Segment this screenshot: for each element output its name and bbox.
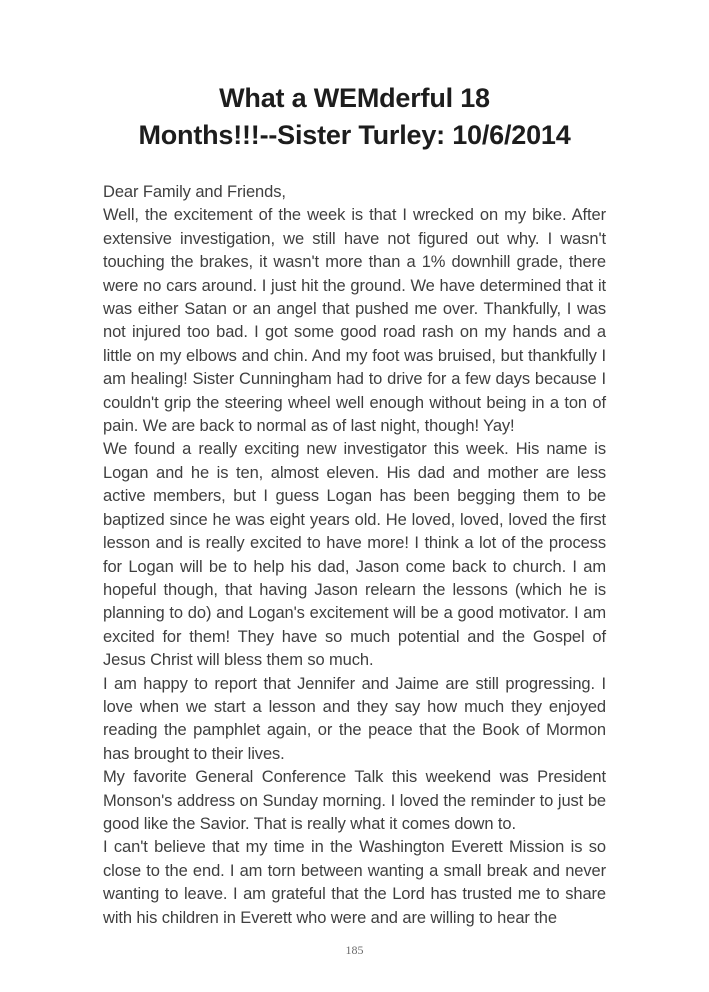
page-title	[0, 0, 709, 154]
paragraph: I am happy to report that Jennifer and Jaime are still progressing. I love when we start a lesson and they say how much they enjoyed reading the pamphlet again, or the peace that the Book of Mormon has brought to their lives.	[103, 674, 606, 763]
page-number: 185	[345, 943, 364, 957]
paragraph: My favorite General Conference Talk this weekend was President Monson's address on Sunday morning. I loved the reminder to just be good like the Savior. That is really what it comes down to.	[103, 768, 606, 833]
letter-body	[103, 181, 606, 930]
paragraph: Well, the excitement of the week is that I wrecked on my bike. After extensive investigation, we still have not figured out why. I wasn't touching the brakes, it wasn't more than a 1% downhill grade, there were no cars around. I just hit the ground. We have determined that it was either Satan or an angel that pushed me over. Thankfully, I was not injured too bad. I got some good road rash on my hands and a little on my elbows and chin. And my foot was bruised, but thankfully I am healing! Sister Cunningham had to drive for a few days because I couldn't grip the steering wheel well enough without being in a ton of pain. We are back to normal as of last night, though! Yay!	[103, 206, 606, 436]
paragraph: Dear Family and Friends,	[103, 183, 286, 201]
paragraph: I can't believe that my time in the Washington Everett Mission is so close to the end. I am torn between wanting a small break and never wanting to leave. I am grateful that the Lord has trusted me to share with his children in Everett who were and are willing to hear the	[103, 838, 606, 927]
paragraph: We found a really exciting new investigator this week. His name is Logan and he is ten, almost eleven. His dad and mother are less active members, but I guess Logan has been begging them to be baptized since he was eight years old. He loved, loved, loved the first lesson and is really excited to have more! I think a lot of the process for Logan will be to help his dad, Jason come back to church. I am hopeful though, that having Jason relearn the lessons (which he is planning to do) and Logan's excitement will be a good motivator. I am excited for them! They have so much potential and the Gospel of Jesus Christ will bless them so much.	[103, 440, 606, 670]
title-line: What a WEMderful 18	[219, 83, 490, 113]
title-line: Months!!!--Sister Turley: 10/6/2014	[138, 120, 571, 150]
